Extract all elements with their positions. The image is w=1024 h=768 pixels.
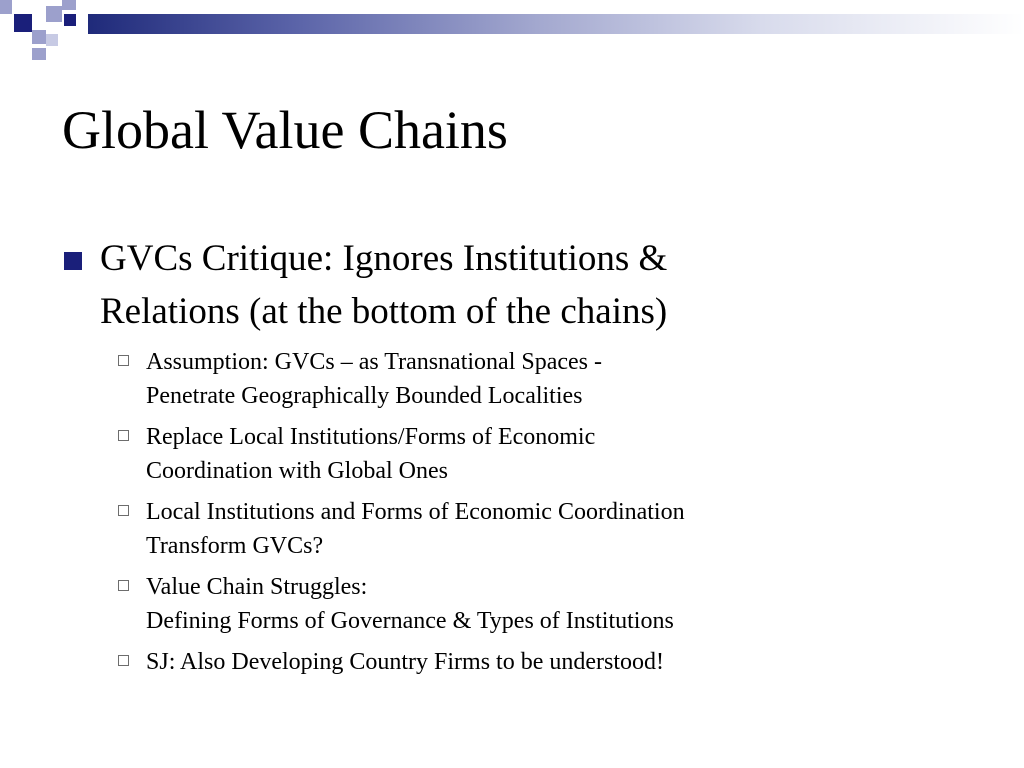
sub-bullet-line: Assumption: GVCs – as Transnational Spaces - — [146, 349, 602, 375]
decorative-header-graphic — [0, 0, 1024, 64]
deco-square — [62, 0, 76, 10]
sub-bullet-line: Coordination with Global Ones — [146, 458, 448, 484]
hollow-square-bullet-icon — [118, 655, 129, 666]
deco-square — [64, 14, 76, 26]
sub-bullet-item — [114, 420, 834, 488]
deco-square — [46, 6, 62, 22]
deco-square — [32, 30, 46, 44]
main-bullet-line: GVCs Critique: Ignores Institutions & — [100, 238, 668, 279]
sub-bullet-line: Penetrate Geographically Bounded Localities — [146, 383, 583, 409]
deco-square — [0, 0, 12, 14]
sub-bullet-line: Defining Forms of Governance & Types of Institutions — [146, 608, 674, 634]
filled-square-bullet-icon — [64, 252, 82, 270]
hollow-square-bullet-icon — [118, 430, 129, 441]
sub-bullet-line: Replace Local Institutions/Forms of Economic — [146, 424, 596, 450]
sub-bullet-line: Value Chain Struggles: — [146, 574, 368, 600]
deco-square — [14, 14, 32, 32]
hollow-square-bullet-icon — [118, 580, 129, 591]
sub-bullet-line: Local Institutions and Forms of Economic Coordination — [146, 499, 685, 525]
main-bullet — [62, 232, 822, 338]
deco-square — [46, 34, 58, 46]
sub-bullet-item — [114, 495, 834, 563]
hollow-square-bullet-icon — [118, 505, 129, 516]
main-bullet-line: Relations (at the bottom of the chains) — [100, 291, 668, 332]
gradient-header-bar — [88, 14, 1024, 34]
sub-bullet-line: Transform GVCs? — [146, 533, 324, 559]
slide-title: Global Value Chains — [62, 100, 508, 160]
deco-square — [32, 48, 46, 60]
main-bullet-text — [100, 232, 822, 338]
sub-bullet-item — [114, 570, 834, 638]
sub-bullet-item — [114, 645, 834, 679]
hollow-square-bullet-icon — [118, 355, 129, 366]
sub-bullet-item — [114, 345, 834, 413]
sub-bullet-list — [114, 345, 834, 686]
sub-bullet-line: SJ: Also Developing Country Firms to be understood! — [146, 649, 664, 675]
